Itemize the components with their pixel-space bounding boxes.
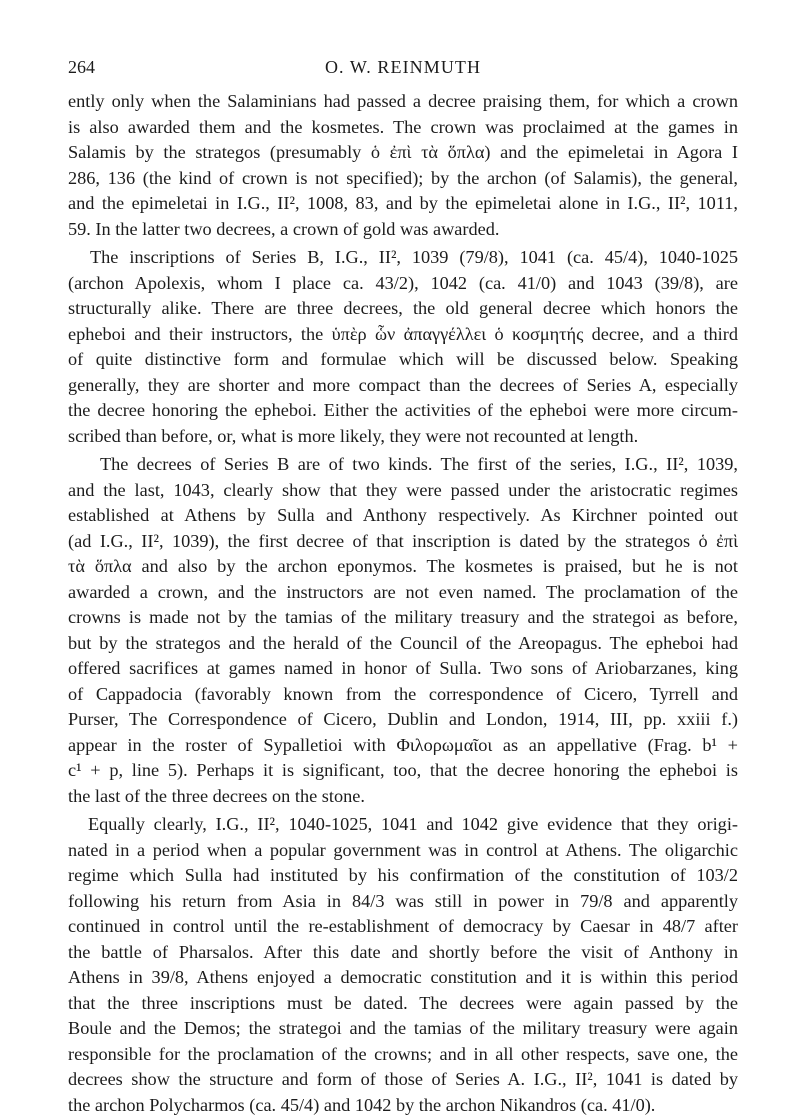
- text-line: awarded a crown, and the instructors are not even named. The proclamation of the: [68, 580, 738, 606]
- text-line: appear in the roster of Sypalletioi with Φιλορωμαῖοι as an appellative (Frag. b¹ +: [68, 733, 738, 759]
- text-line: scribed than before, or, what is more likely, they were not recounted at length.: [68, 424, 738, 450]
- text-line: Equally clearly, I.G., II², 1040-1025, 1041 and 1042 give evidence that they origi-: [68, 812, 738, 838]
- paragraph: [68, 812, 738, 1118]
- text-line: τὰ ὅπλα and also by the archon eponymos. The kosmetes is praised, but he is not: [68, 554, 738, 580]
- text-line: crowns is made not by the tamias of the military treasury and the strategoi as before,: [68, 605, 738, 631]
- text-line: offered sacrifices at games named in honor of Sulla. Two sons of Ariobarzanes, king: [68, 656, 738, 682]
- text-line: that the three inscriptions must be dated. The decrees were again passed by the: [68, 991, 738, 1017]
- text-line: continued in control until the re-establishment of democracy by Caesar in 48/7 after: [68, 914, 738, 940]
- text-line: generally, they are shorter and more compact than the decrees of Series A, especially: [68, 373, 738, 399]
- paragraph: [68, 245, 738, 449]
- text-line: 59. In the latter two decrees, a crown of gold was awarded.: [68, 217, 738, 243]
- paragraph: [68, 89, 738, 242]
- text-line: regime which Sulla had instituted by his confirmation of the constitution of 103/2: [68, 863, 738, 889]
- text-line: and the epimeletai in I.G., II², 1008, 83, and by the epimeletai alone in I.G., II², 1011,: [68, 191, 738, 217]
- text-line: nated in a period when a popular government was in control at Athens. The oligarchic: [68, 838, 738, 864]
- text-line: Purser, The Correspondence of Cicero, Dublin and London, 1914, III, pp. xxiii f.): [68, 707, 738, 733]
- text-line: epheboi and their instructors, the ὑπὲρ ὧν ἀπαγγέλλει ὁ κοσμητής decree, and a third: [68, 322, 738, 348]
- text-line: The decrees of Series B are of two kinds. The first of the series, I.G., II², 1039,: [68, 452, 738, 478]
- text-line: ently only when the Salaminians had passed a decree praising them, for which a crown: [68, 89, 738, 115]
- text-line: c¹ + p, line 5). Perhaps it is significant, too, that the decree honoring the epheboi is: [68, 758, 738, 784]
- page-header: [68, 54, 738, 80]
- text-line: the archon Polycharmos (ca. 45/4) and 1042 by the archon Nikandros (ca. 41/0).: [68, 1093, 738, 1118]
- text-line: responsible for the proclamation of the crowns; and in all other respects, save one, the: [68, 1042, 738, 1068]
- text-line: the decree honoring the epheboi. Either the activities of the epheboi were more circum-: [68, 398, 738, 424]
- text-line: (ad I.G., II², 1039), the first decree of that inscription is dated by the strategos ὁ ἐπὶ: [68, 529, 738, 555]
- text-line: of Cappadocia (favorably known from the correspondence of Cicero, Tyrrell and: [68, 682, 738, 708]
- text-line: following his return from Asia in 84/3 was still in power in 79/8 and apparently: [68, 889, 738, 915]
- text-line: structurally alike. There are three decrees, the old general decree which honors the: [68, 296, 738, 322]
- body-text: [68, 89, 738, 1118]
- text-line: established at Athens by Sulla and Anthony respectively. As Kirchner pointed out: [68, 503, 738, 529]
- text-line: is also awarded them and the kosmetes. The crown was proclaimed at the games in: [68, 115, 738, 141]
- text-line: the last of the three decrees on the stone.: [68, 784, 738, 810]
- text-line: (archon Apolexis, whom I place ca. 43/2), 1042 (ca. 41/0) and 1043 (39/8), are: [68, 271, 738, 297]
- text-line: decrees show the structure and form of those of Series A. I.G., II², 1041 is dated by: [68, 1067, 738, 1093]
- running-head: O. W. REINMUTH: [68, 54, 738, 80]
- text-line: Salamis by the strategos (presumably ὁ ἐπὶ τὰ ὅπλα) and the epimeletai in Agora I: [68, 140, 738, 166]
- text-line: the battle of Pharsalos. After this date and shortly before the visit of Anthony in: [68, 940, 738, 966]
- text-line: but by the strategos and the herald of the Council of the Areopagus. The epheboi had: [68, 631, 738, 657]
- text-line: of quite distinctive form and formulae which will be discussed below. Speaking: [68, 347, 738, 373]
- text-line: The inscriptions of Series B, I.G., II², 1039 (79/8), 1041 (ca. 45/4), 1040-1025: [68, 245, 738, 271]
- text-line: Athens in 39/8, Athens enjoyed a democratic constitution and it is within this period: [68, 965, 738, 991]
- text-line: Boule and the Demos; the strategoi and the tamias of the military treasury were again: [68, 1016, 738, 1042]
- text-line: and the last, 1043, clearly show that they were passed under the aristocratic regimes: [68, 478, 738, 504]
- paragraph: [68, 452, 738, 809]
- page-number: 264: [68, 54, 95, 80]
- text-line: 286, 136 (the kind of crown is not specified); by the archon (of Salamis), the general,: [68, 166, 738, 192]
